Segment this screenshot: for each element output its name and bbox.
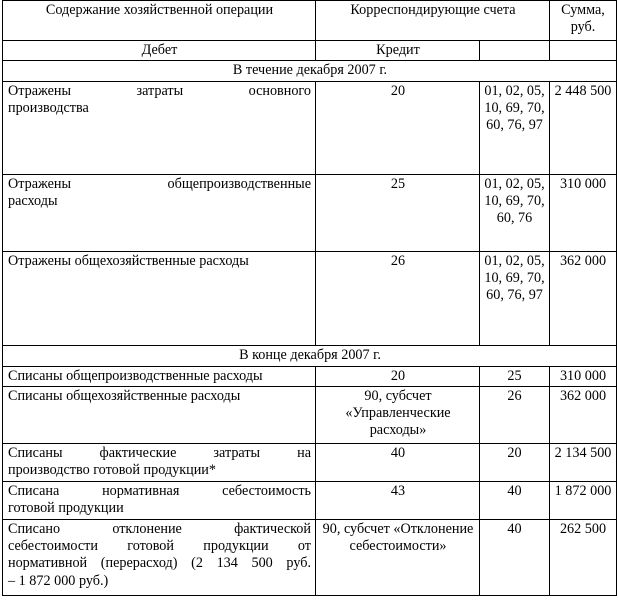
header-empty-2 <box>550 41 617 61</box>
section-title-row <box>3 61 617 81</box>
debit-cell: 20 <box>316 81 480 174</box>
credit-cell: 01, 02, 05, 10, 69, 70, 60, 76 <box>480 174 550 251</box>
operation-line: производства <box>8 99 89 116</box>
credit-cell: 01, 02, 05, 10, 69, 70, 60, 76, 97 <box>480 81 550 174</box>
header-debit: Дебет <box>3 41 316 61</box>
amount-cell: 362 000 <box>550 251 617 345</box>
section-title-row <box>3 345 617 366</box>
table-row <box>3 174 617 251</box>
header-row <box>3 1 617 41</box>
operation-line: производство готовой продукции* <box>8 462 216 479</box>
amount-cell: 362 000 <box>550 386 617 443</box>
operation-line: готовой продукции <box>8 500 124 517</box>
table-row <box>3 81 617 174</box>
debit-cell: 20 <box>316 366 480 386</box>
credit-cell: 40 <box>480 481 550 519</box>
subheader-row <box>3 41 617 61</box>
debit-cell: 25 <box>316 174 480 251</box>
operation-cell <box>3 443 316 481</box>
debit-cell: 90, субсчет «Отклонение себестоимости» <box>316 519 480 595</box>
amount-cell: 262 500 <box>550 519 617 595</box>
operation-line: себестоимости готовой продукции от <box>8 538 311 555</box>
operation-line: расходы <box>8 192 58 209</box>
operation-line: Отражены затраты основного <box>8 82 311 99</box>
amount-cell: 310 000 <box>550 174 617 251</box>
amount-cell: 310 000 <box>550 366 617 386</box>
operation-cell <box>3 519 316 595</box>
table-row <box>3 251 617 345</box>
header-operation: Содержание хозяйственной операции <box>3 1 316 41</box>
operation-cell: Списаны общехозяйственные расходы <box>3 386 316 443</box>
table-row <box>3 366 617 386</box>
operation-cell <box>3 174 316 251</box>
table-row <box>3 386 617 443</box>
operation-line: Списано отклонение фактической <box>8 520 311 537</box>
header-empty-1 <box>480 41 550 61</box>
amount-cell: 2 134 500 <box>550 443 617 481</box>
operation-line: Списана нормативная себестоимость <box>8 482 311 499</box>
table-row <box>3 519 617 595</box>
operation-line: – 1 872 000 руб.) <box>8 572 109 589</box>
operation-line: нормативной (перерасход) (2 134 500 руб. <box>8 555 311 572</box>
table-row <box>3 481 617 519</box>
header-amount: Сумма, руб. <box>550 1 617 41</box>
amount-cell: 2 448 500 <box>550 81 617 174</box>
operation-cell: Отражены общехозяйственные расходы <box>3 251 316 345</box>
debit-cell: 90, субсчет «Управленческие расходы» <box>316 386 480 443</box>
operation-line: Списаны фактические затраты на <box>8 444 311 461</box>
credit-cell: 40 <box>480 519 550 595</box>
accounting-entries-table <box>2 0 617 596</box>
header-credit: Кредит <box>316 41 480 61</box>
section-title: В конце декабря 2007 г. <box>3 345 617 366</box>
operation-cell: Списаны общепроизводственные расходы <box>3 366 316 386</box>
operation-line: Отражены общепроизводственные <box>8 175 311 192</box>
debit-cell: 40 <box>316 443 480 481</box>
credit-cell: 25 <box>480 366 550 386</box>
debit-cell: 43 <box>316 481 480 519</box>
header-accounts: Корреспондирующие счета <box>316 1 550 41</box>
table-row <box>3 443 617 481</box>
operation-cell <box>3 81 316 174</box>
credit-cell: 01, 02, 05, 10, 69, 70, 60, 76, 97 <box>480 251 550 345</box>
operation-cell <box>3 481 316 519</box>
credit-cell: 20 <box>480 443 550 481</box>
section-title: В течение декабря 2007 г. <box>3 61 617 81</box>
credit-cell: 26 <box>480 386 550 443</box>
amount-cell: 1 872 000 <box>550 481 617 519</box>
debit-cell: 26 <box>316 251 480 345</box>
